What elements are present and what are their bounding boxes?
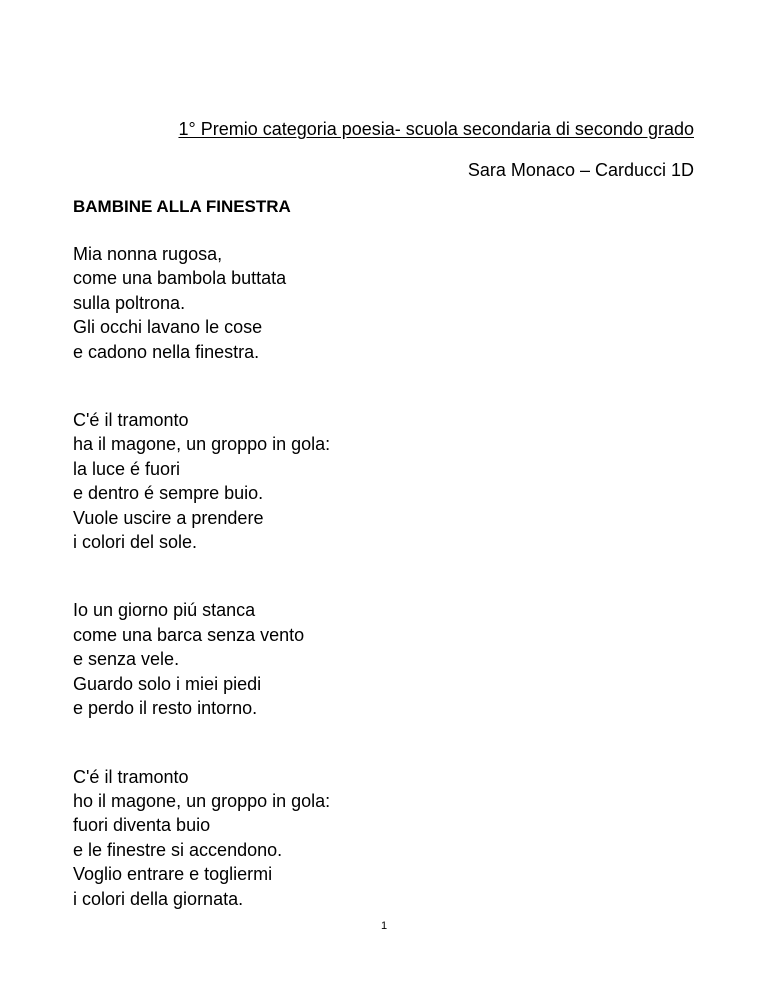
author-line: Sara Monaco – Carducci 1D: [467, 160, 694, 180]
poem-line: Guardo solo i miei piedi: [73, 673, 262, 694]
poem-line: i colori del sole.: [73, 532, 198, 553]
poem-line: e dentro é sempre buio.: [73, 483, 264, 504]
poem-line: sulla poltrona.: [73, 292, 186, 313]
poem-line: la luce é fuori: [73, 458, 181, 479]
poem-line: Voglio entrare e togliermi: [73, 864, 273, 885]
stanza-2: [73, 408, 330, 554]
poem-line: Io un giorno piú stanca: [73, 600, 256, 621]
poem-line: C'é il tramonto: [73, 766, 189, 787]
poem-line: e senza vele.: [73, 649, 180, 670]
poem-line: ha il magone, un groppo in gola:: [73, 434, 331, 455]
poem-line: Vuole uscire a prendere: [73, 507, 264, 528]
stanza-4: [73, 765, 330, 911]
stanza-3: [73, 598, 330, 720]
poem-line: fuori diventa buio: [73, 815, 211, 836]
poem-line: i colori della giornata.: [73, 888, 244, 909]
poem-line: Gli occhi lavano le cose: [73, 317, 263, 338]
poem-line: come una bambola buttata: [73, 268, 287, 289]
poem-title: BAMBINE ALLA FINESTRA: [73, 197, 291, 216]
poem-line: e perdo il resto intorno.: [73, 698, 258, 719]
page-number: 1: [380, 920, 388, 932]
stanza-1: [73, 242, 330, 364]
poem-line: Mia nonna rugosa,: [73, 244, 223, 264]
poem-line: come una barca senza vento: [73, 624, 305, 645]
poem-line: ho il magone, un groppo in gola:: [73, 790, 331, 811]
poem-line: e le finestre si accendono.: [73, 839, 283, 860]
poem-line: e cadono nella finestra.: [73, 341, 260, 362]
award-heading: 1° Premio categoria poesia- scuola secondaria di secondo grado: [178, 119, 694, 139]
poem-body: [73, 242, 330, 955]
poem-line: C'é il tramonto: [73, 410, 189, 431]
